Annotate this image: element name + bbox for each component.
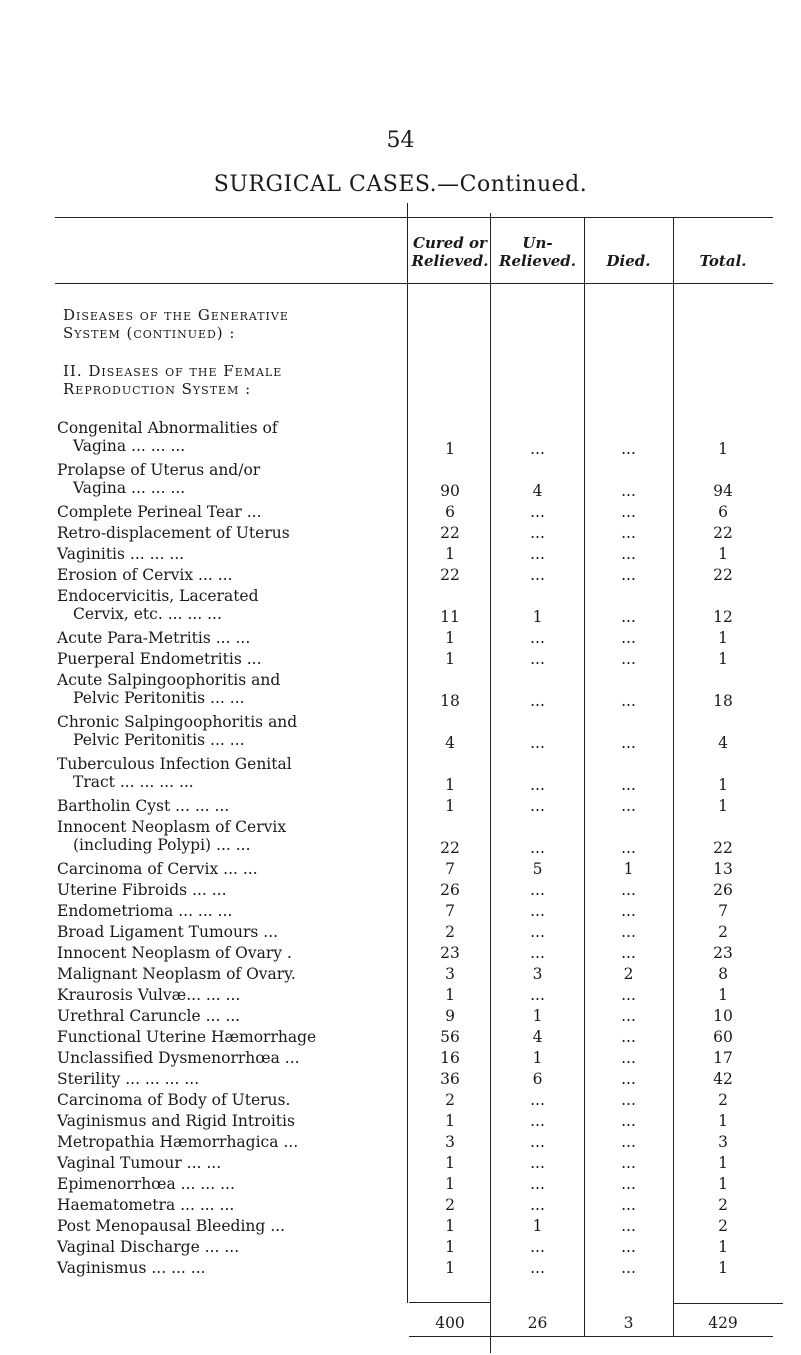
table-row — [0, 1133, 801, 1154]
row-label-line: Innocent Neoplasm of Ovary . — [57, 944, 292, 962]
header-line: Un- — [522, 234, 553, 252]
table-row — [0, 965, 801, 986]
row-label-line: Unclassified Dysmenorrhœa ... — [57, 1049, 300, 1067]
cell-died: ... — [621, 944, 636, 962]
cell-total: 22 — [713, 524, 733, 542]
total-grand: 429 — [708, 1314, 738, 1332]
cell-died: ... — [621, 545, 636, 563]
cell-cured: 2 — [445, 1196, 455, 1214]
cell-unrelieved: ... — [530, 1112, 545, 1130]
cell-total: 1 — [718, 1175, 728, 1193]
header-bottom-rule — [55, 283, 773, 284]
row-label-line: Vaginismus and Rigid Introitis — [57, 1112, 295, 1130]
row-label — [57, 1196, 407, 1214]
cell-total: 1 — [718, 986, 728, 1004]
total-died: 3 — [623, 1314, 634, 1332]
table-row — [0, 503, 801, 524]
cell-cured: 23 — [440, 944, 460, 962]
table-row — [0, 944, 801, 965]
row-label-line: Tract ... ... ... ... — [73, 773, 194, 791]
row-label-line: Uterine Fibroids ... ... — [57, 881, 227, 899]
cell-total: 18 — [713, 692, 733, 710]
header-line: Relieved. — [411, 252, 489, 270]
row-label-line: Sterility ... ... ... ... — [57, 1070, 200, 1088]
header-line: Died. — [606, 252, 651, 270]
cell-cured: 56 — [440, 1028, 460, 1046]
cell-unrelieved: ... — [530, 1196, 545, 1214]
row-label-line: Retro-displacement of Uterus — [57, 524, 290, 542]
row-label — [57, 629, 407, 647]
cell-total: 2 — [718, 1091, 728, 1109]
table-row — [0, 755, 801, 797]
row-label — [57, 965, 407, 983]
row-label-line: Complete Perineal Tear ... — [57, 503, 262, 521]
row-label-line: Chronic Salpingoophoritis and — [57, 713, 298, 731]
row-label-line: Kraurosis Vulvæ... ... ... — [57, 986, 241, 1004]
row-label — [57, 566, 407, 584]
table-row — [0, 1196, 801, 1217]
cell-cured: 6 — [445, 503, 455, 521]
cell-total: 10 — [713, 1007, 733, 1025]
table-row — [0, 1028, 801, 1049]
cell-cured: 1 — [445, 1259, 455, 1277]
cell-unrelieved: ... — [530, 923, 545, 941]
row-label-line: Metropathia Hæmorrhagica ... — [57, 1133, 299, 1151]
table-row — [0, 986, 801, 1007]
cell-died: ... — [621, 650, 636, 668]
cell-died: ... — [621, 482, 636, 500]
cell-cured: 22 — [440, 566, 460, 584]
row-label — [57, 986, 407, 1004]
cell-died: ... — [621, 608, 636, 626]
row-label — [57, 461, 407, 497]
cell-unrelieved: ... — [530, 545, 545, 563]
cell-unrelieved: ... — [530, 1091, 545, 1109]
section-heading-line: System (continued) : — [63, 324, 236, 342]
row-label-line: Carcinoma of Cervix ... ... — [57, 860, 258, 878]
cell-cured: 1 — [445, 797, 455, 815]
cell-total: 1 — [718, 776, 728, 794]
row-label-line: Vaginal Tumour ... ... — [57, 1154, 222, 1172]
cell-died: ... — [621, 776, 636, 794]
row-label-line: Prolapse of Uterus and/or — [57, 461, 261, 479]
cell-cured: 22 — [440, 839, 460, 857]
cell-cured: 16 — [440, 1049, 460, 1067]
cell-total: 12 — [713, 608, 733, 626]
cell-cured: 18 — [440, 692, 460, 710]
cell-total: 2 — [718, 923, 728, 941]
cell-total: 17 — [713, 1049, 733, 1067]
table-row — [0, 902, 801, 923]
row-label — [57, 545, 407, 563]
cell-died: ... — [621, 923, 636, 941]
row-label — [57, 1238, 407, 1256]
cell-died: ... — [621, 1028, 636, 1046]
row-label — [57, 1175, 407, 1193]
cell-unrelieved: ... — [530, 503, 545, 521]
row-label-line: Congenital Abnormalities of — [57, 419, 278, 437]
row-label-line: Vaginismus ... ... ... — [57, 1259, 206, 1277]
cell-total: 94 — [713, 482, 733, 500]
row-label — [57, 923, 407, 941]
cell-total: 8 — [718, 965, 728, 983]
table-row — [0, 1070, 801, 1091]
cell-unrelieved: ... — [530, 440, 545, 458]
row-label — [57, 1154, 407, 1172]
row-label-line: (including Polypi) ... ... — [73, 836, 251, 854]
table-row — [0, 923, 801, 944]
cell-total: 26 — [713, 881, 733, 899]
table-row — [0, 1112, 801, 1133]
row-label — [57, 1028, 407, 1046]
cell-unrelieved: ... — [530, 881, 545, 899]
cell-cured: 7 — [445, 860, 455, 878]
cell-died: ... — [621, 986, 636, 1004]
cell-died: ... — [621, 1259, 636, 1277]
header-cured-or-relieved — [409, 234, 491, 270]
row-label — [57, 1259, 407, 1277]
cell-died: ... — [621, 1217, 636, 1235]
cell-died: ... — [621, 839, 636, 857]
cell-died: ... — [621, 1007, 636, 1025]
row-label — [57, 587, 407, 623]
cell-cured: 11 — [440, 608, 460, 626]
cell-cured: 1 — [445, 1217, 455, 1235]
row-label-line: Vagina ... ... ... — [73, 437, 186, 455]
row-label-line: Acute Salpingoophoritis and — [57, 671, 281, 689]
table-row — [0, 587, 801, 629]
cell-cured: 36 — [440, 1070, 460, 1088]
table-row — [0, 1154, 801, 1175]
cell-total: 4 — [718, 734, 728, 752]
totals-rule — [409, 1302, 491, 1303]
cell-unrelieved: ... — [530, 524, 545, 542]
row-label — [57, 1112, 407, 1130]
cell-unrelieved: ... — [530, 797, 545, 815]
row-label — [57, 1007, 407, 1025]
cell-total: 7 — [718, 902, 728, 920]
row-label — [57, 1049, 407, 1067]
cell-cured: 4 — [445, 734, 455, 752]
cell-total: 2 — [718, 1196, 728, 1214]
cell-total: 60 — [713, 1028, 733, 1046]
cell-died: ... — [621, 440, 636, 458]
cell-unrelieved: ... — [530, 986, 545, 1004]
table-row — [0, 650, 801, 671]
cell-unrelieved: ... — [530, 1133, 545, 1151]
table-row — [0, 419, 801, 461]
cell-cured: 7 — [445, 902, 455, 920]
cell-total: 1 — [718, 440, 728, 458]
table-row — [0, 860, 801, 881]
cell-unrelieved: 4 — [532, 1028, 543, 1046]
cell-unrelieved: ... — [530, 650, 545, 668]
page-title: SURGICAL CASES.—Continued. — [213, 172, 588, 197]
row-label — [57, 944, 407, 962]
row-label — [57, 860, 407, 878]
cell-cured: 9 — [445, 1007, 455, 1025]
table-row — [0, 713, 801, 755]
cell-unrelieved: ... — [530, 1238, 545, 1256]
table-row — [0, 1217, 801, 1238]
cell-died: ... — [621, 1175, 636, 1193]
row-label — [57, 881, 407, 899]
row-label — [57, 1133, 407, 1151]
row-label — [57, 419, 407, 455]
cell-died: ... — [621, 692, 636, 710]
cell-died: 2 — [623, 965, 634, 983]
cell-cured: 1 — [445, 1112, 455, 1130]
table-row — [0, 1091, 801, 1112]
cell-total: 6 — [718, 503, 728, 521]
row-label — [57, 713, 407, 749]
row-label-line: Vagina ... ... ... — [73, 479, 186, 497]
row-label-line: Endocervicitis, Lacerated — [57, 587, 259, 605]
cell-unrelieved: ... — [530, 629, 545, 647]
cell-cured: 1 — [445, 1238, 455, 1256]
cell-total: 1 — [718, 629, 728, 647]
cell-cured: 90 — [440, 482, 460, 500]
cell-died: ... — [621, 566, 636, 584]
cell-unrelieved: ... — [530, 566, 545, 584]
row-label — [57, 524, 407, 542]
row-label — [57, 755, 407, 791]
table-row — [0, 1175, 801, 1196]
cell-cured: 2 — [445, 923, 455, 941]
section-heading-line: Reproduction System : — [63, 380, 252, 398]
row-label-line: Acute Para-Metritis ... ... — [57, 629, 251, 647]
cell-died: ... — [621, 524, 636, 542]
table-row — [0, 1238, 801, 1259]
cell-cured: 1 — [445, 650, 455, 668]
table-row — [0, 524, 801, 545]
cell-unrelieved: ... — [530, 902, 545, 920]
cell-died: ... — [621, 1091, 636, 1109]
table-bottom-rule — [409, 1336, 773, 1337]
cell-died: ... — [621, 1049, 636, 1067]
table-row — [0, 671, 801, 713]
page-number: 54 — [386, 128, 415, 153]
row-label-line: Vaginitis ... ... ... — [57, 545, 185, 563]
row-label-line: Puerperal Endometritis ... — [57, 650, 262, 668]
cell-died: 1 — [623, 860, 634, 878]
cell-unrelieved: 1 — [532, 608, 543, 626]
row-label-line: Cervix, etc. ... ... ... — [73, 605, 222, 623]
cell-total: 2 — [718, 1217, 728, 1235]
row-label-line: Bartholin Cyst ... ... ... — [57, 797, 230, 815]
cell-total: 1 — [718, 1154, 728, 1172]
header-line: Cured or — [413, 234, 487, 252]
row-label-line: Broad Ligament Tumours ... — [57, 923, 279, 941]
cell-died: ... — [621, 629, 636, 647]
row-label-line: Haematometra ... ... ... — [57, 1196, 235, 1214]
cell-died: ... — [621, 734, 636, 752]
row-label-line: Post Menopausal Bleeding ... — [57, 1217, 286, 1235]
cell-cured: 1 — [445, 986, 455, 1004]
cell-total: 1 — [718, 1259, 728, 1277]
row-label — [57, 1091, 407, 1109]
cell-total: 1 — [718, 650, 728, 668]
row-label-line: Urethral Caruncle ... ... — [57, 1007, 241, 1025]
row-label-line: Epimenorrhœa ... ... ... — [57, 1175, 235, 1193]
total-unrelieved: 26 — [527, 1314, 548, 1332]
row-label — [57, 902, 407, 920]
cell-cured: 3 — [445, 1133, 455, 1151]
cell-cured: 1 — [445, 545, 455, 563]
cell-unrelieved: ... — [530, 839, 545, 857]
cell-unrelieved: 1 — [532, 1217, 543, 1235]
table-row — [0, 797, 801, 818]
cell-cured: 1 — [445, 1154, 455, 1172]
row-label-line: Endometrioma ... ... ... — [57, 902, 233, 920]
cell-total: 3 — [718, 1133, 728, 1151]
cell-unrelieved: 3 — [532, 965, 543, 983]
table-row — [0, 545, 801, 566]
section-heading-line: II. Diseases of the Female — [63, 362, 283, 380]
cell-unrelieved: ... — [530, 1259, 545, 1277]
header-line: Relieved. — [499, 252, 576, 270]
table-row — [0, 1049, 801, 1070]
cell-total: 23 — [713, 944, 733, 962]
row-label — [57, 818, 407, 854]
cell-cured: 1 — [445, 440, 455, 458]
row-label-line: Innocent Neoplasm of Cervix — [57, 818, 287, 836]
table-row — [0, 818, 801, 860]
table-row — [0, 566, 801, 587]
section-heading — [63, 306, 289, 342]
row-label-line: Functional Uterine Hæmorrhage — [57, 1028, 317, 1046]
table-row — [0, 1259, 801, 1280]
table-row — [0, 1007, 801, 1028]
cell-total: 1 — [718, 1238, 728, 1256]
header-died — [584, 252, 673, 270]
row-label — [57, 1217, 407, 1235]
cell-unrelieved: 1 — [532, 1049, 543, 1067]
cell-died: ... — [621, 1238, 636, 1256]
row-label-line: Pelvic Peritonitis ... ... — [73, 731, 245, 749]
table-row — [0, 461, 801, 503]
row-label — [57, 671, 407, 707]
cell-total: 1 — [718, 1112, 728, 1130]
cell-unrelieved: 4 — [532, 482, 543, 500]
cell-unrelieved: 6 — [532, 1070, 543, 1088]
cell-unrelieved: 5 — [532, 860, 543, 878]
header-unrelieved — [491, 234, 584, 270]
row-label-line: Carcinoma of Body of Uterus. — [57, 1091, 291, 1109]
section-heading-line: Diseases of the Generative — [63, 306, 289, 324]
table-top-rule — [55, 217, 773, 218]
cell-died: ... — [621, 1112, 636, 1130]
cell-unrelieved: 1 — [532, 1007, 543, 1025]
cell-total: 1 — [718, 545, 728, 563]
cell-cured: 1 — [445, 629, 455, 647]
header-line: Total. — [699, 252, 747, 270]
row-label — [57, 1070, 407, 1088]
cell-cured: 1 — [445, 1175, 455, 1193]
cell-cured: 26 — [440, 881, 460, 899]
cell-died: ... — [621, 797, 636, 815]
total-cured: 400 — [435, 1314, 465, 1332]
cell-total: 1 — [718, 797, 728, 815]
cell-died: ... — [621, 503, 636, 521]
row-label — [57, 650, 407, 668]
cell-unrelieved: ... — [530, 1154, 545, 1172]
totals-rule — [673, 1303, 783, 1304]
cell-died: ... — [621, 1154, 636, 1172]
cell-unrelieved: ... — [530, 776, 545, 794]
table-row — [0, 881, 801, 902]
cell-unrelieved: ... — [530, 692, 545, 710]
cell-cured: 1 — [445, 776, 455, 794]
cell-total: 42 — [713, 1070, 733, 1088]
row-label-line: Vaginal Discharge ... ... — [57, 1238, 240, 1256]
row-label — [57, 503, 407, 521]
row-label-line: Tuberculous Infection Genital — [57, 755, 292, 773]
cell-cured: 3 — [445, 965, 455, 983]
row-label-line: Malignant Neoplasm of Ovary. — [57, 965, 296, 983]
cell-total: 22 — [713, 566, 733, 584]
cell-unrelieved: ... — [530, 944, 545, 962]
cell-cured: 2 — [445, 1091, 455, 1109]
cell-died: ... — [621, 1070, 636, 1088]
cell-died: ... — [621, 881, 636, 899]
cell-total: 13 — [713, 860, 733, 878]
cell-died: ... — [621, 902, 636, 920]
cell-cured: 22 — [440, 524, 460, 542]
cell-total: 22 — [713, 839, 733, 857]
cell-unrelieved: ... — [530, 1175, 545, 1193]
cell-unrelieved: ... — [530, 734, 545, 752]
cell-died: ... — [621, 1133, 636, 1151]
cell-died: ... — [621, 1196, 636, 1214]
row-label-line: Erosion of Cervix ... ... — [57, 566, 233, 584]
table-row — [0, 629, 801, 650]
header-total — [673, 252, 773, 270]
section-heading — [63, 362, 282, 398]
row-label — [57, 797, 407, 815]
row-label-line: Pelvic Peritonitis ... ... — [73, 689, 245, 707]
